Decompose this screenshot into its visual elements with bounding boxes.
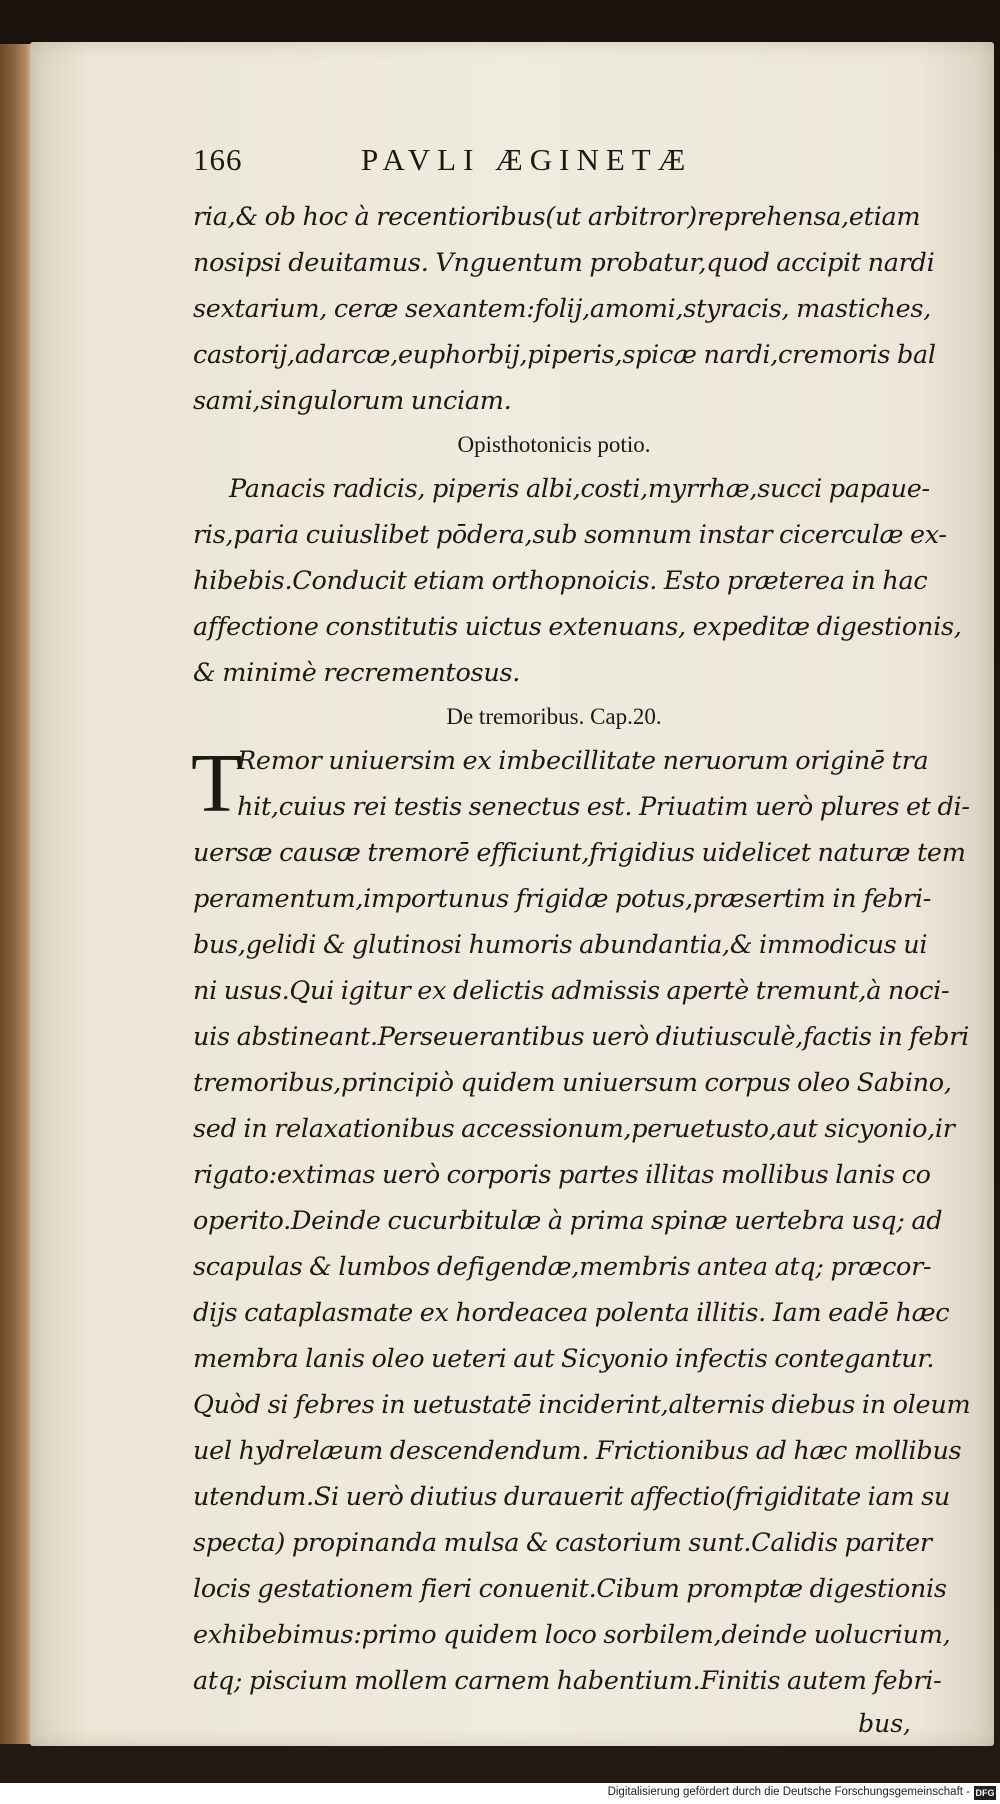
dfg-logo-icon: DFG [975, 1788, 995, 1798]
text-line: sextarium, ceræ sexantem:folij,amomi,styracis, mastiches, [193, 294, 932, 324]
paragraph-potio [193, 466, 962, 696]
text-line: Quòd si febres in uetustatē inciderint,alternis diebus in oleum [193, 1390, 971, 1420]
text-line: tremoribus,principiò quidem uniuersum corpus oleo Sabino, [193, 1068, 952, 1098]
digitization-credit: Digitalisierung gefördert durch die Deutsche Forschungsgemeinschaft - [607, 1786, 970, 1798]
text-line: bus,gelidi & glutinosi humoris abundantia,& immodicus ui [193, 930, 928, 960]
text-line: ris,paria cuiuslibet pōdera,sub somnum instar cicerculæ ex- [193, 520, 947, 550]
text-line: membra lanis oleo ueteri aut Sicyonio infectis contegantur. [193, 1344, 935, 1374]
text-line: Remor uniuersim ex imbecillitate neruorum originē tra [237, 746, 929, 776]
text-line: ria,& ob hoc à recentioribus(ut arbitror)reprehensa,etiam [193, 202, 921, 232]
text-line: ni usus.Qui igitur ex delictis admissis apertè tremunt,à noci- [193, 976, 950, 1006]
book-spine-edge [0, 44, 34, 1744]
page-number: 166 [193, 142, 243, 177]
catchword: bus, [858, 1709, 911, 1738]
text-line: hibebis.Conducit etiam orthopnoicis. Esto præterea in hac [193, 566, 928, 596]
text-line: uersæ causæ tremorē efficiunt,frigidius uidelicet naturæ tem [193, 838, 966, 868]
text-line: & minimè recrementosus. [193, 658, 521, 688]
text-line: uel hydrelæum descendendum. Frictionibus ad hæc mollibus [193, 1436, 962, 1466]
text-line: dijs cataplasmate ex hordeacea polenta illitis. Iam eadē hæc [193, 1298, 950, 1328]
text-line: exhibebimus:primo quidem loco sorbilem,deinde uolucrium, [193, 1620, 951, 1650]
text-line: sami,singulorum unciam. [193, 386, 512, 416]
running-head [193, 142, 915, 194]
text-line: atq; piscium mollem carnem habentium.Finitis autem febri- [193, 1666, 942, 1696]
text-line: castorij,adarcæ,euphorbij,piperis,spicæ nardi,cremoris bal [193, 340, 936, 370]
running-head-title: PAVLI ÆGINETÆ [361, 142, 693, 177]
text-line: nosipsi deuitamus. Vnguentum probatur,quod accipit nardi [193, 248, 935, 278]
paragraph-unguentum [193, 194, 936, 424]
text-line: locis gestationem fieri conuenit.Cibum promptæ digestionis [193, 1574, 947, 1604]
text-line: operito.Deinde cucurbitulæ à prima spinæ uertebra usq; ad [193, 1206, 943, 1236]
chapter-heading: De tremoribus. Cap.20. [446, 704, 662, 729]
paragraph-tremoribus [191, 737, 971, 1704]
text-line: sed in relaxationibus accessionum,peruetusto,aut sicyonio,ir [193, 1114, 955, 1144]
text-line: affectione constitutis uictus extenuans, expeditæ digestionis, [193, 612, 962, 642]
text-line: uis abstineant.Perseuerantibus uerò diutiusculè,factis in febri [193, 1022, 969, 1052]
footer-bar [0, 1783, 1000, 1804]
page-text-block [191, 142, 971, 1744]
text-line: hit,cuius rei testis senectus est. Priuatim uerò plures et di- [237, 792, 970, 822]
text-line: rigato:extimas uerò corporis partes illitas mollibus lanis co [193, 1160, 931, 1190]
text-line: specta) propinanda mulsa & castorium sunt.Calidis pariter [193, 1528, 932, 1558]
text-line: peramentum,importunus frigidæ potus,præsertim in febri- [193, 884, 932, 914]
text-line: Panacis radicis, piperis albi,costi,myrrhæ,succi papaue- [229, 474, 930, 504]
text-line: utendum.Si uerò diutius durauerit affectio(frigiditate iam su [193, 1482, 951, 1512]
drop-cap: T [191, 737, 243, 830]
section-heading-potio: Opisthotonicis potio. [457, 432, 651, 457]
text-line: scapulas & lumbos defigendæ,membris antea atq; præcor- [193, 1252, 932, 1282]
